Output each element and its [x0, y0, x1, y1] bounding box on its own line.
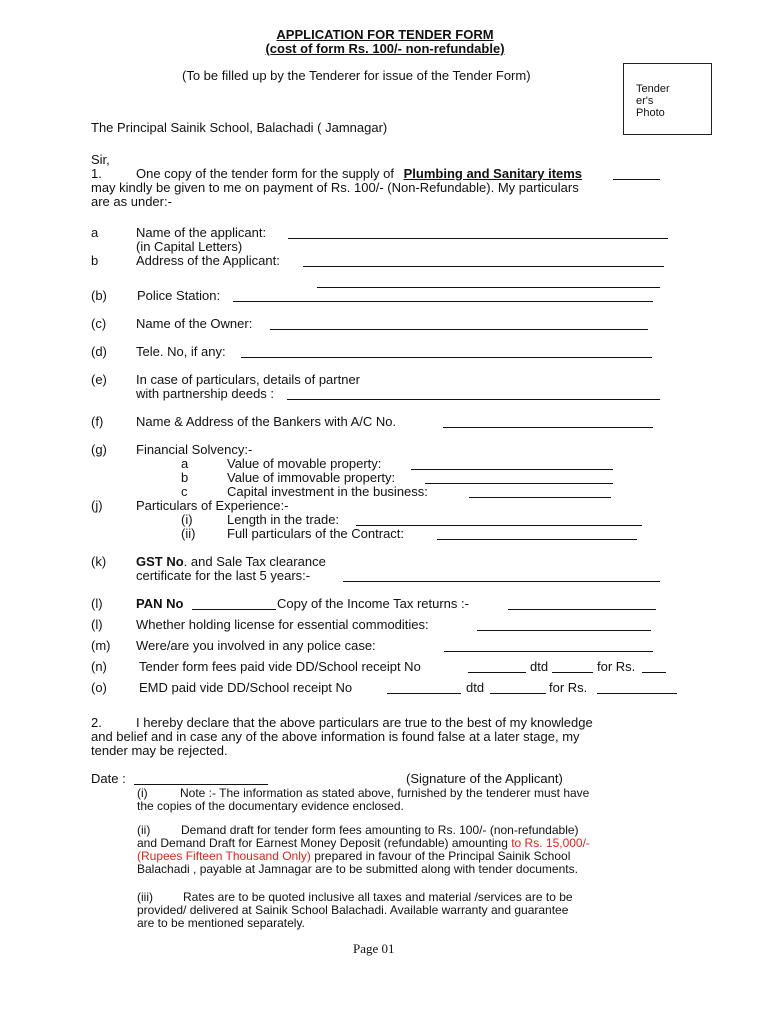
field-partner-text2: with partnership deeds : [136, 386, 275, 401]
tele-input[interactable] [241, 357, 652, 358]
police-station-input[interactable] [233, 301, 653, 302]
photo-label-2: er's [636, 95, 654, 107]
police-case-input[interactable] [444, 651, 653, 652]
field-tele-text: Tele. No, if any: [136, 344, 226, 359]
solvency-c-text: Capital investment in the business: [227, 484, 428, 499]
experience-i-text: Length in the trade: [227, 512, 340, 527]
note3-line1: Rates are to be quoted inclusive all taxes and material /services are to be [183, 890, 573, 904]
field-gst-text2: certificate for the last 5 years:- [136, 568, 311, 583]
field-fees-text-c: for Rs. [597, 659, 636, 674]
field-a-text: Name of the applicant: [136, 225, 267, 240]
capital-investment-input[interactable] [469, 497, 611, 498]
experience-i-label: (i) [181, 512, 193, 527]
bankers-input[interactable] [443, 427, 653, 428]
field-license-text: Whether holding license for essential commodities: [136, 617, 429, 632]
photo-label-1: Tender [636, 83, 670, 95]
page-number: Page 01 [353, 941, 395, 956]
owner-name-input[interactable] [270, 329, 648, 330]
experience-ii-text: Full particulars of the Contract: [227, 526, 405, 541]
date-label: Date : [91, 771, 126, 786]
field-emd-text-c: for Rs. [549, 680, 588, 695]
fees-date-input[interactable] [552, 672, 593, 673]
field-partner-label: (e) [91, 372, 107, 387]
field-pan-bold: PAN No [136, 596, 184, 611]
note1-line1: Note :- The information as stated above, furnished by the tenderer must have [180, 786, 590, 800]
gst-bold: GST No [136, 554, 184, 569]
para2-line1: I hereby declare that the above particulars are true to the best of my knowledge [136, 715, 593, 730]
note2-line4: Balachadi , payable at Jamnagar are to be submitted along with tender documents. [137, 862, 578, 876]
movable-property-input[interactable] [411, 469, 613, 470]
photo-label-3: Photo [636, 107, 665, 119]
fees-amount-input[interactable] [642, 672, 666, 673]
immovable-property-input[interactable] [425, 483, 613, 484]
signature-label: (Signature of the Applicant) [406, 771, 563, 786]
field-bankers-text: Name & Address of the Bankers with A/C No. [136, 414, 397, 429]
field-emd-text-b: dtd [466, 680, 485, 695]
field-partner-text: In case of particulars, details of partner [136, 372, 361, 387]
field-b-text: Address of the Applicant: [136, 253, 280, 268]
salutation: Sir, [91, 152, 110, 167]
field-pan-text: Copy of the Income Tax returns :- [277, 596, 469, 611]
partner-input[interactable] [287, 399, 660, 400]
fees-receipt-no-input[interactable] [468, 672, 526, 673]
note2-line1: Demand draft for tender form fees amounting to Rs. 100/- (non-refundable) [181, 823, 579, 837]
pan-input[interactable] [192, 609, 276, 610]
note1-line2: the copies of the documentary evidence enclosed. [137, 799, 404, 813]
field-bankers-label: (f) [91, 414, 104, 429]
field-owner-label: (c) [91, 316, 107, 331]
field-license-label: (l) [91, 617, 103, 632]
para1-line2: may kindly be given to me on payment of Rs. 100/- (Non-Refundable). My particulars [91, 180, 579, 195]
emd-date-input[interactable] [490, 693, 546, 694]
para1-text [136, 167, 582, 181]
field-a-sub: (in Capital Letters) [136, 239, 243, 254]
emd-receipt-no-input[interactable] [387, 693, 461, 694]
solvency-a-text: Value of movable property: [227, 456, 382, 471]
emd-amount-words: (Rupees Fifteen Thousand Only) [137, 849, 311, 863]
applicant-address-input[interactable] [303, 266, 664, 267]
field-fees-text-b: dtd [530, 659, 549, 674]
gst-rest: . and Sale Tax clearance [183, 554, 326, 569]
para1-line3: are as under:- [91, 194, 172, 209]
form-title: APPLICATION FOR TENDER FORM [276, 27, 494, 42]
contract-particulars-input[interactable] [437, 539, 637, 540]
note1-num: (i) [137, 786, 148, 800]
note3-line2: provided/ delivered at Sainik School Balachadi. Available warranty and guarantee [137, 903, 569, 917]
solvency-b-label: b [181, 470, 189, 485]
emd-amount-input[interactable] [597, 693, 677, 694]
field-experience-label: (j) [91, 498, 103, 513]
note3-line3: are to be mentioned separately. [137, 916, 305, 930]
para2-line3: tender may be rejected. [91, 743, 228, 758]
field-fees-label: (n) [91, 659, 107, 674]
para1-text-a: One copy of the tender form for the supply of [136, 166, 394, 181]
field-fees-text-a: Tender form fees paid vide DD/School receipt No [139, 659, 421, 674]
field-b-label: b [91, 253, 99, 268]
emd-amount-highlight: to Rs. 15,000/- [511, 836, 590, 850]
field-emd-text-a: EMD paid vide DD/School receipt No [139, 680, 353, 695]
field-police-label: (b) [91, 288, 107, 303]
addressee: The Principal Sainik School, Balachadi ( Jamnagar) [91, 120, 388, 135]
note2-line2a: and Demand Draft for Earnest Money Deposit (refundable) amounting [137, 836, 508, 850]
field-pan-label: (l) [91, 596, 103, 611]
form-instruction: (To be filled up by the Tenderer for issue of the Tender Form) [182, 68, 531, 83]
field-police-case-text: Were/are you involved in any police case: [136, 638, 376, 653]
experience-ii-label: (ii) [181, 526, 196, 541]
supply-item: Plumbing and Sanitary items [403, 166, 583, 181]
para2-num: 2. [91, 715, 102, 730]
note2-line3b: prepared in favour of the Principal Sainik School [314, 849, 571, 863]
field-police-text: Police Station: [137, 288, 221, 303]
field-gst-label: (k) [91, 554, 107, 569]
supply-item-underline [613, 179, 660, 180]
applicant-name-input[interactable] [288, 238, 668, 239]
para2-line2: and belief and in case any of the above information is found false at a later stage, my [91, 729, 580, 744]
date-input[interactable] [134, 784, 268, 785]
field-emd-label: (o) [91, 680, 107, 695]
note3-num: (iii) [137, 890, 153, 904]
field-owner-text: Name of the Owner: [136, 316, 253, 331]
income-tax-returns-input[interactable] [508, 609, 656, 610]
field-gst-text [136, 555, 326, 569]
form-subtitle: (cost of form Rs. 100/- non-refundable) [265, 41, 505, 56]
field-a-label: a [91, 225, 99, 240]
applicant-address-input-2[interactable] [317, 287, 660, 288]
field-experience-text: Particulars of Experience:- [136, 498, 289, 513]
field-solvency-label: (g) [91, 442, 107, 457]
solvency-a-label: a [181, 456, 189, 471]
field-solvency-text: Financial Solvency:- [136, 442, 253, 457]
solvency-b-text: Value of immovable property: [227, 470, 396, 485]
gst-input[interactable] [343, 581, 660, 582]
note2-num: (ii) [137, 823, 151, 837]
field-tele-label: (d) [91, 344, 107, 359]
solvency-c-label: c [181, 484, 188, 499]
license-input[interactable] [477, 630, 651, 631]
field-police-case-label: (m) [91, 638, 111, 653]
photo-box[interactable] [623, 63, 712, 135]
para1-num: 1. [91, 166, 102, 181]
